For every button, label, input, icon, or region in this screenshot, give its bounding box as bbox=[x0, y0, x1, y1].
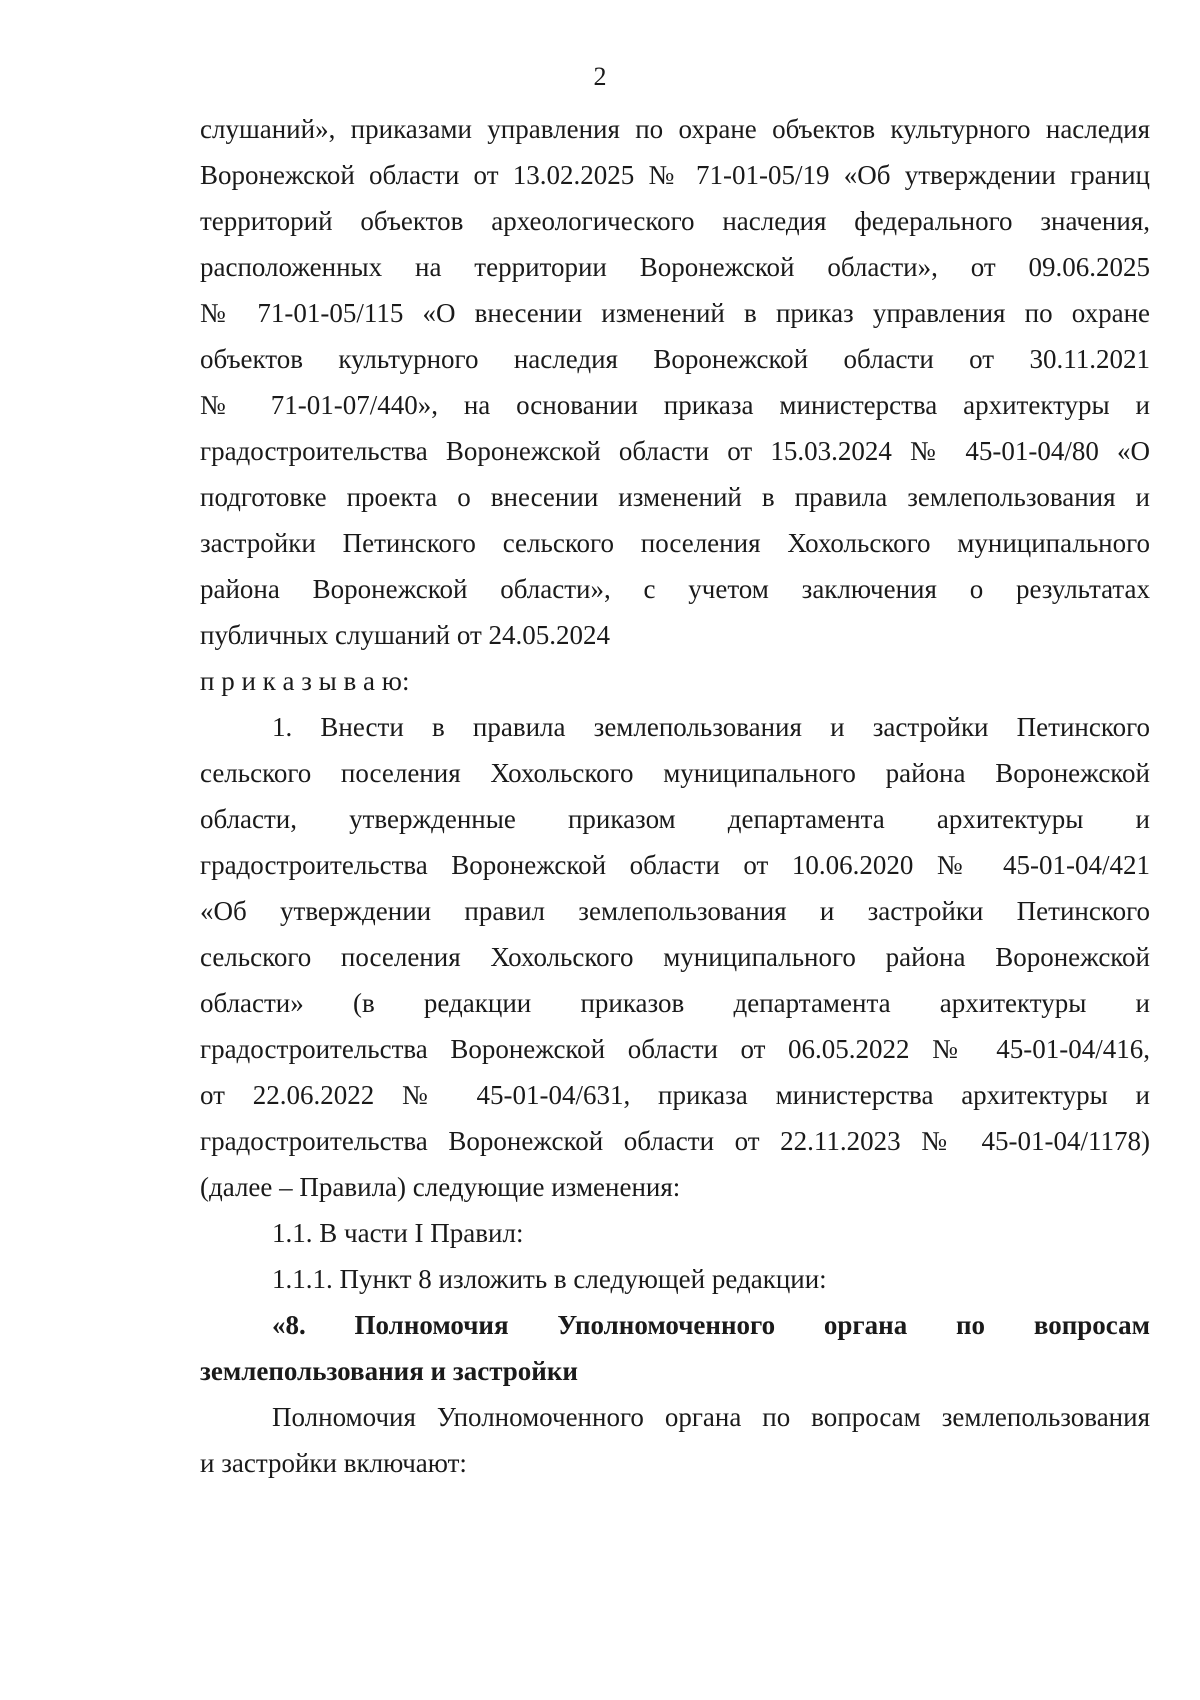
text-line: от 22.06.2022 № 45-01-04/631, приказа министерства архитектуры и bbox=[200, 1080, 1150, 1110]
text-line: градостроительства Воронежской области от 22.11.2023 № 45-01-04/1178) bbox=[200, 1126, 1150, 1156]
text-line: публичных слушаний от 24.05.2024 bbox=[200, 620, 611, 650]
text-line: «Об утверждении правил землепользования и застройки Петинского bbox=[200, 896, 1150, 926]
text-line: № 71-01-07/440», на основании приказа министерства архитектуры и bbox=[200, 390, 1150, 420]
text-line: (далее – Правила) следующие изменения: bbox=[200, 1172, 681, 1202]
text-line: расположенных на территории Воронежской области», от 09.06.2025 bbox=[200, 252, 1150, 282]
text-line: сельского поселения Хохольского муниципального района Воронежской bbox=[200, 942, 1150, 972]
section-heading: землепользования и застройки bbox=[200, 1356, 578, 1386]
text-line: № 71-01-05/115 «О внесении изменений в приказ управления по охране bbox=[200, 298, 1150, 328]
text-line: района Воронежской области», с учетом заключения о результатах bbox=[200, 574, 1150, 604]
text-line: области» (в редакции приказов департамента архитектуры и bbox=[200, 988, 1150, 1018]
text-line: градостроительства Воронежской области от 06.05.2022 № 45-01-04/416, bbox=[200, 1034, 1150, 1064]
text-line: подготовке проекта о внесении изменений в правила землепользования и bbox=[200, 482, 1150, 512]
text-line: градостроительства Воронежской области от 15.03.2024 № 45-01-04/80 «О bbox=[200, 436, 1150, 466]
text-line: застройки Петинского сельского поселения Хохольского муниципального bbox=[200, 528, 1150, 558]
page-number: 2 bbox=[593, 62, 607, 91]
section-heading: «8. Полномочия Уполномоченного органа по вопросам bbox=[272, 1310, 1150, 1340]
text-line: Полномочия Уполномоченного органа по вопросам землепользования bbox=[272, 1402, 1150, 1432]
order-word: п р и к а з ы в а ю: bbox=[200, 666, 410, 696]
text-line: 1.1. В части I Правил: bbox=[272, 1218, 524, 1248]
text-line: сельского поселения Хохольского муниципального района Воронежской bbox=[200, 758, 1150, 788]
text-line: 1. Внести в правила землепользования и застройки Петинского bbox=[272, 712, 1150, 742]
text-line: градостроительства Воронежской области от 10.06.2020 № 45-01-04/421 bbox=[200, 850, 1150, 880]
text-line: слушаний», приказами управления по охране объектов культурного наследия bbox=[200, 114, 1150, 144]
text-line: объектов культурного наследия Воронежской области от 30.11.2021 bbox=[200, 344, 1150, 374]
text-line: и застройки включают: bbox=[200, 1448, 467, 1478]
text-line: области, утвержденные приказом департамента архитектуры и bbox=[200, 804, 1150, 834]
text-line: территорий объектов археологического наследия федерального значения, bbox=[200, 206, 1150, 236]
text-line: 1.1.1. Пункт 8 изложить в следующей редакции: bbox=[272, 1264, 827, 1294]
text-line: Воронежской области от 13.02.2025 № 71-01-05/19 «Об утверждении границ bbox=[200, 160, 1150, 190]
